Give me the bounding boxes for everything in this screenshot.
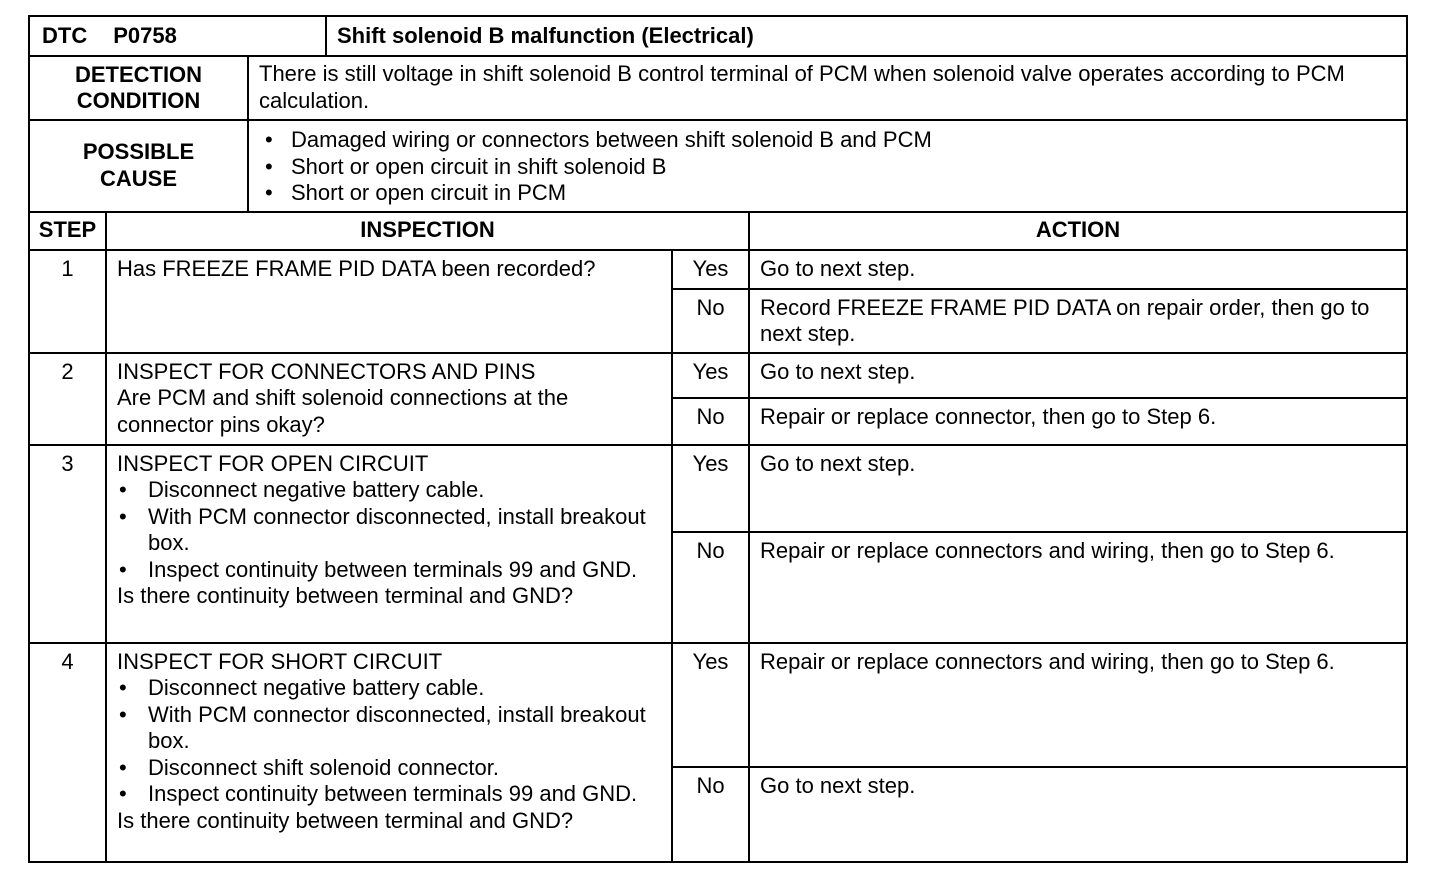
yes-action: Go to next step. [749,353,1407,398]
step-title: INSPECT FOR CONNECTORS AND PINS [117,358,536,384]
step-inspection: Has FREEZE FRAME PID DATA been recorded? [106,250,672,353]
yes-label: Yes [672,353,749,398]
step-number: 4 [29,643,106,862]
step-number: 1 [29,250,106,353]
cause-item: • Short or open circuit in shift solenoid B [259,154,1396,181]
step-bullet: • Disconnect negative battery cable. [117,477,661,504]
step-inspection [106,353,672,445]
possible-cause-label: POSSIBLE CAUSE [29,120,248,212]
step-question: Is there continuity between terminal and GND? [117,583,574,608]
no-action: Record FREEZE FRAME PID DATA on repair order, then go to next step. [749,289,1407,353]
table-row [29,445,1407,532]
steps-header-row [29,212,1407,250]
yes-action: Go to next step. [749,250,1407,289]
step-bullet: • With PCM connector disconnected, install breakout box. [117,504,661,557]
no-action: Go to next step. [749,767,1407,862]
yes-label: Yes [672,643,749,767]
step-bullet: • Disconnect shift solenoid connector. [117,755,661,782]
step-bullet: • Disconnect negative battery cable. [117,675,661,702]
col-step-header: STEP [29,212,106,250]
no-label: No [672,289,749,353]
table-row [29,250,1407,289]
dtc-document [28,15,1408,863]
no-action: Repair or replace connectors and wiring, then go to Step 6. [749,532,1407,643]
yes-label: Yes [672,250,749,289]
step-number: 2 [29,353,106,445]
condition-table [28,55,1408,213]
step-question: Are PCM and shift solenoid connections at the connector pins okay? [117,385,569,437]
dtc-label: DTC [42,22,88,48]
dtc-code-cell [29,16,326,56]
dtc-title: Shift solenoid B malfunction (Electrical) [326,16,1407,56]
steps-table [28,211,1408,863]
col-inspection-header: INSPECTION [106,212,749,250]
detection-condition-text: There is still voltage in shift solenoid B control terminal of PCM when solenoid valve operates according to PCM calculation. [248,56,1407,120]
step-question: Is there continuity between terminal and GND? [117,807,574,833]
dtc-header-table [28,15,1408,57]
yes-label: Yes [672,445,749,532]
table-row [29,643,1407,767]
detection-condition-label: DETECTION CONDITION [29,56,248,120]
cause-item: • Short or open circuit in PCM [259,180,1396,207]
dtc-code: P0758 [113,22,177,48]
no-label: No [672,398,749,445]
step-inspection [106,445,672,643]
no-action: Repair or replace connector, then go to Step 6. [749,398,1407,445]
step-bullets [117,675,661,808]
table-row [29,353,1407,398]
yes-action: Repair or replace connectors and wiring, then go to Step 6. [749,643,1407,767]
col-action-header: ACTION [749,212,1407,250]
cause-item: • Damaged wiring or connectors between shift solenoid B and PCM [259,127,1396,154]
yes-action: Go to next step. [749,445,1407,532]
step-bullet: • With PCM connector disconnected, install breakout box. [117,702,661,755]
step-inspection [106,643,672,862]
step-bullets [117,477,661,583]
possible-cause-list [259,127,1396,207]
no-label: No [672,767,749,862]
step-bullet: • Inspect continuity between terminals 99 and GND. [117,557,661,584]
possible-cause-list-cell [248,120,1407,212]
no-label: No [672,532,749,643]
step-title: INSPECT FOR SHORT CIRCUIT [117,648,443,674]
step-bullet: • Inspect continuity between terminals 99 and GND. [117,781,661,808]
step-title: INSPECT FOR OPEN CIRCUIT [117,450,429,476]
step-number: 3 [29,445,106,643]
